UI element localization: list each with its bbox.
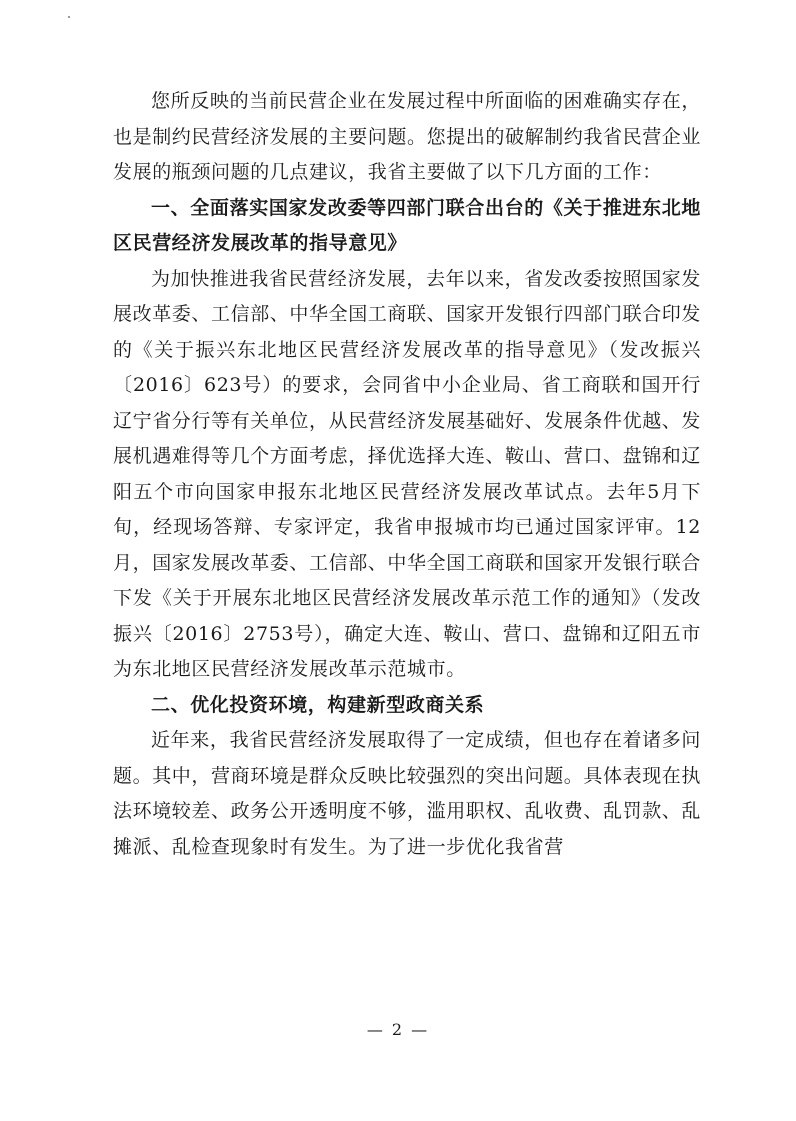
section-heading-one: 一、全面落实国家发改委等四部门联合出台的《关于推进东北地区民营经济发展改革的指导意见》	[113, 196, 701, 254]
intro-paragraph: 您所反映的当前民营企业在发展过程中所面临的困难确实存在，也是制约民营经济发展的主要问题。您提出的破解制约我省民营企业发展的瓶颈问题的几点建议，我省主要做了以下几方面的工作：	[113, 90, 702, 183]
section-heading-two: 二、优化投资环境，构建新型政商关系	[151, 693, 485, 716]
page-number: — 2 —	[366, 1020, 430, 1039]
scan-speck	[68, 16, 70, 18]
section-one-paragraph: 为加快推进我省民营经济发展，去年以来，省发改委按照国家发展改革委、工信部、中华全国工商联、国家开发银行四部门联合印发的《关于振兴东北地区民营经济发展改革的指导意见》（发改振兴〔2016〕623号）的要求，会同省中小企业局、省工商联和国开行辽宁省分行等有关单位，从民营经济发展基础好、发展条件优越、发展机遇难得等几个方面考虑，择优选择大连、鞍山、营口、盘锦和辽阳五个市向国家申报东北地区民营经济发展改革试点。去年5月下旬，经现场答辩、专家评定，我省申报城市均已通过国家评审。12月，国家发展改革委、工信部、中华全国工商联和国家开发银行联合下发《关于开展东北地区民营经济发展改革示范工作的通知》（发改振兴〔2016〕2753号），确定大连、鞍山、营口、盘锦和辽阳五市为东北地区民营经济发展改革示范城市。	[113, 267, 702, 680]
section-two-paragraph: 近年来，我省民营经济发展取得了一定成绩，但也存在着诸多问题。其中，营商环境是群众反映比较强烈的突出问题。具体表现在执法环境较差、政务公开透明度不够，滥用职权、乱收费、乱罚款、乱摊派、乱检查现象时有发生。为了进一步优化我省营	[113, 729, 702, 858]
document-body	[113, 84, 701, 865]
